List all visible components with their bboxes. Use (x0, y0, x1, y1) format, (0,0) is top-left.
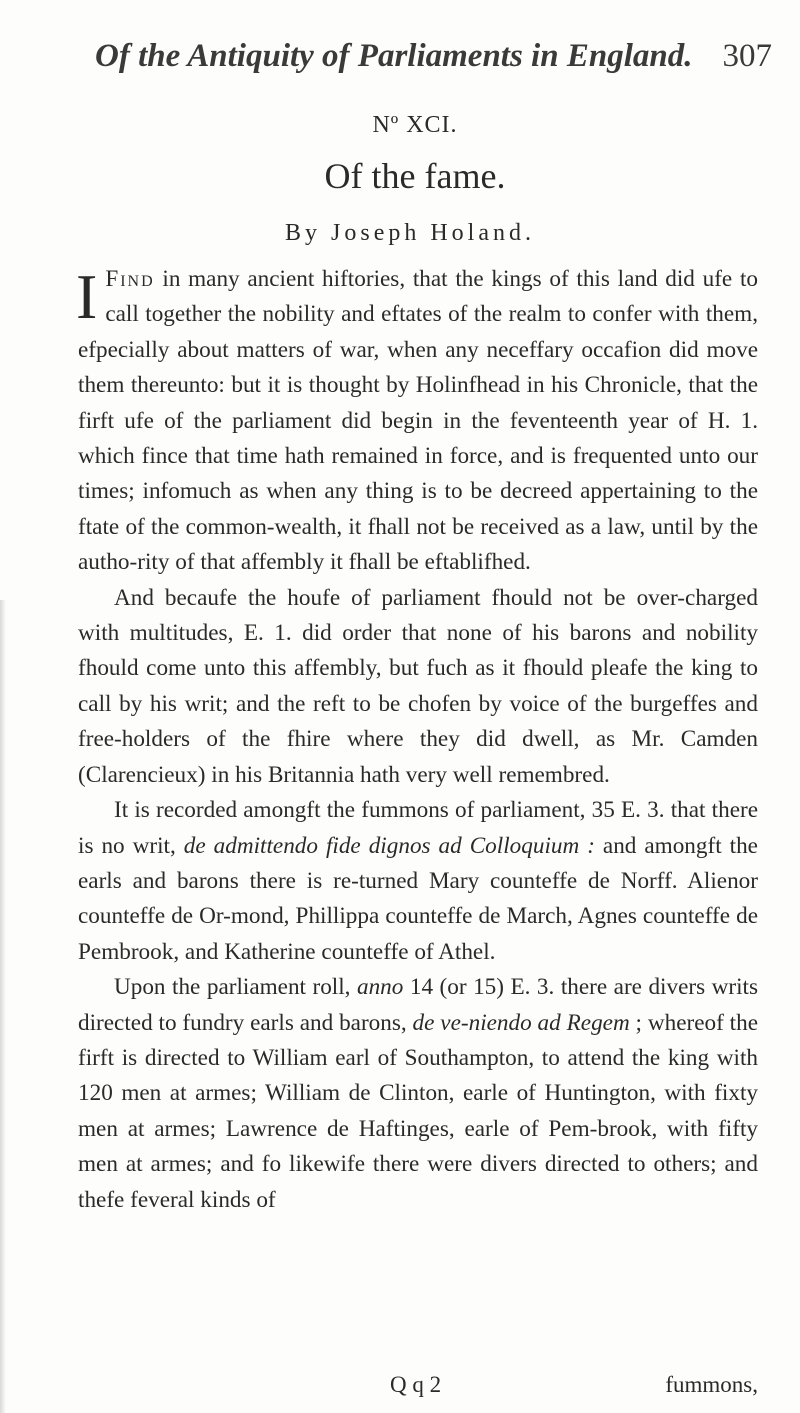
article-body (78, 262, 758, 1218)
paragraph-1-text: in many ancient hiftories, that the kings of this land did ufe to call together the nobility and eftates of the realm to confer with them, efpecially about matters of war, when any neceffary occafion did move them thereunto: but it is thought by Holinfhead in his Chronicle, that the firft ufe of the parliament did begin in the feventeenth year of H. 1. which fince that time hath remained in force, and is frequented unto our times; infomuch as when any thing is to be decreed appertaining to the ftate of the common-wealth, it fhall not be received as a law, until by the autho-rity of that affembly it fhall be eftablifhed. (78, 266, 758, 576)
catchword: fummons, (665, 1372, 758, 1397)
paragraph-3-latin: de admittendo fide dignos ad Colloquium : (183, 832, 595, 859)
opening-words: Find (105, 266, 155, 292)
paragraph-4-text-a: Upon the parliament roll, (114, 974, 357, 1001)
article-number: Nº XCI. (372, 112, 458, 138)
paragraph-2: And becaufe the houfe of parliament fhould not be over-charged with multitudes, E. 1. did order that none of his barons and nobility fhould come unto this affembly, but fuch as it fhould pleafe the king to call by his writ; and the reft to be chofen by voice of the burgeffes and free-holders of the fhire where they did dwell, as Mr. Camden (Clarencieux) in his Britannia hath very well remembred. (78, 584, 758, 788)
running-title: Of the Antiquity of Parliaments in England. (95, 38, 693, 74)
paragraph-4-text-c: ; whereof the firft is directed to William earl of Southampton, to attend the king with 120 men at armes; William de Clinton, earle of Huntington, with fixty men at armes; Lawrence de Haftinges, earle of Pem-brook, with fifty men at armes; and fo likewife there were divers directed to others; and thefe feveral kinds of (78, 1009, 759, 1213)
paragraph-3 (78, 793, 758, 970)
paragraph-3-text-b: and amongft the earls and barons there is re-turned Mary counteffe de Norff. Alienor counteffe de Or-mond, Phillippa counteffe de March, Agnes counteffe de Pembrook, and Katherine counteffe of Athel. (78, 832, 758, 965)
drop-cap: I (76, 261, 98, 332)
paragraph-4-text-b: 14 (or 15) E. 3. there are divers writs directed to fundry earls and barons, (78, 974, 758, 1036)
printer-signature: Q q 2 (390, 1372, 442, 1397)
article-byline: By Joseph Holand. (285, 220, 535, 246)
page-number: 307 (722, 38, 772, 74)
paragraph-4-anno: anno (356, 974, 404, 1001)
paragraph-1 (78, 262, 758, 581)
article-title: Of the fame. (324, 156, 506, 196)
paragraph-4-latin: de ve-niendo ad Regem (412, 1009, 630, 1036)
paragraph-4 (78, 970, 758, 1218)
page-gutter-shadow (0, 600, 6, 1413)
paragraph-3-text-a: It is recorded amongft the fummons of parliament, 35 E. 3. that there is no writ, (78, 797, 758, 859)
